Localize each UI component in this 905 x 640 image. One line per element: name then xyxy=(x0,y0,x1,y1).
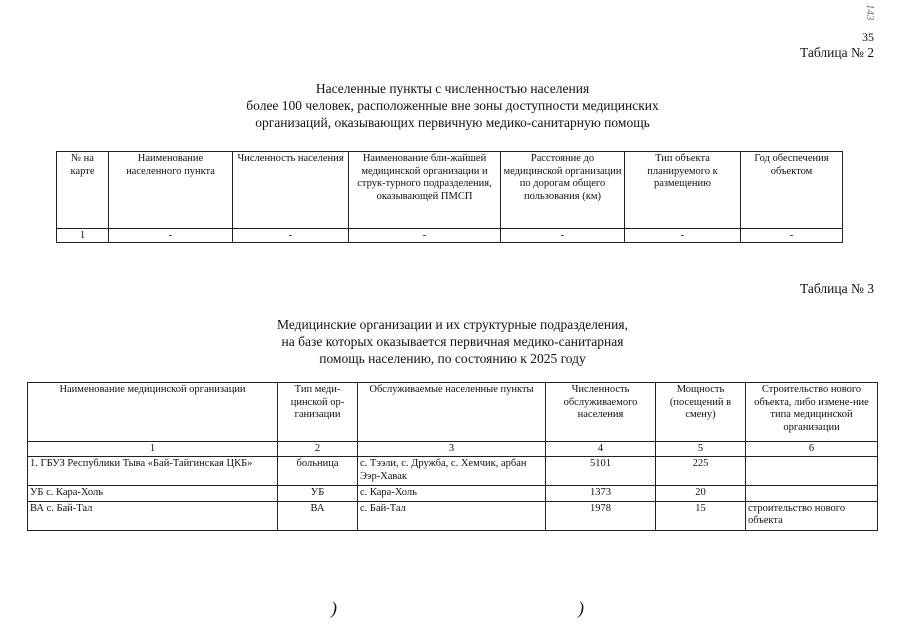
org-type: УБ xyxy=(278,486,358,502)
column-number: 3 xyxy=(358,442,546,457)
table3-header-row xyxy=(28,383,878,442)
table2-header-cell: Год обеспечения объектом xyxy=(741,152,843,229)
table2-header-cell: Расстояние до медицинской организации по дорогам общего пользования (км) xyxy=(501,152,625,229)
table2-label: Таблица № 2 xyxy=(800,45,874,60)
table2-cell: - xyxy=(109,229,233,243)
capacity: 15 xyxy=(656,501,746,530)
page-number: 35 xyxy=(862,30,874,44)
served-population: 5101 xyxy=(546,457,656,486)
capacity: 20 xyxy=(656,486,746,502)
served-settlements: с. Кара-Холь xyxy=(358,486,546,502)
table3-header-cell: Тип меди-цинской ор-ганизации xyxy=(278,383,358,442)
column-number: 2 xyxy=(278,442,358,457)
table2-header-cell: Наименование населенного пункта xyxy=(109,152,233,229)
table3-title-line: на базе которых оказывается первичная медико-санитарная xyxy=(281,334,624,349)
column-number: 4 xyxy=(546,442,656,457)
table2-header-cell: Наименование бли-жайшей медицинской организации и струк-турного подразделения, оказывающей ПМСП xyxy=(349,152,501,229)
table2-cell: 1 xyxy=(57,229,109,243)
handwritten-page-mark: 143 xyxy=(864,4,876,21)
org-type: ВА xyxy=(278,501,358,530)
table2-title-line: организаций, оказывающих первичную медико-санитарную помощь xyxy=(255,115,650,130)
table2-header-row xyxy=(57,152,843,229)
org-type: больница xyxy=(278,457,358,486)
table2-header-cell: № на карте xyxy=(57,152,109,229)
org-name: ВА с. Бай-Тал xyxy=(28,501,278,530)
capacity: 225 xyxy=(656,457,746,486)
table2 xyxy=(56,151,843,243)
construction-note xyxy=(746,457,878,486)
table2-title xyxy=(0,80,905,131)
table3-title xyxy=(0,316,905,367)
table-row xyxy=(28,486,878,502)
column-number: 5 xyxy=(656,442,746,457)
org-name: УБ с. Кара-Холь xyxy=(28,486,278,502)
table3-title-line: Медицинские организации и их структурные подразделения, xyxy=(277,317,628,332)
table3-header-cell: Обслуживаемые населенные пункты xyxy=(358,383,546,442)
table3-header-cell: Наименование медицинской организации xyxy=(28,383,278,442)
table3-header-cell: Численность обслуживаемого населения xyxy=(546,383,656,442)
table2-title-line: Населенные пункты с численностью населения xyxy=(315,81,590,96)
construction-note: строительство нового объекта xyxy=(746,501,878,530)
table3-column-numbers-row xyxy=(28,442,878,457)
table2-header-cell: Тип объекта планируемого к размещению xyxy=(625,152,741,229)
footer-mark: ) xyxy=(331,598,337,618)
table-row xyxy=(57,229,843,243)
table2-cell: - xyxy=(349,229,501,243)
table2-cell: - xyxy=(625,229,741,243)
column-number: 6 xyxy=(746,442,878,457)
table3-header-cell: Мощность (посещений в смену) xyxy=(656,383,746,442)
served-population: 1373 xyxy=(546,486,656,502)
table2-header-cell: Численность населения xyxy=(233,152,349,229)
table2-title-line: более 100 человек, расположенные вне зоны доступности медицинских xyxy=(246,98,659,113)
table3-label: Таблица № 3 xyxy=(800,281,874,296)
table-row xyxy=(28,457,878,486)
table3 xyxy=(27,382,878,531)
table-row xyxy=(28,501,878,530)
column-number: 1 xyxy=(28,442,278,457)
served-settlements: с. Тээли, с. Дружба, с. Хемчик, арбан Ээр-Хавак xyxy=(358,457,546,486)
served-settlements: с. Бай-Тал xyxy=(358,501,546,530)
table2-cell: - xyxy=(741,229,843,243)
table3-header-cell: Строительство нового объекта, либо измене-ние типа медицинской организации xyxy=(746,383,878,442)
served-population: 1978 xyxy=(546,501,656,530)
org-name: 1. ГБУЗ Республики Тыва «Бай-Тайгинская ЦКБ» xyxy=(28,457,278,486)
table2-cell: - xyxy=(233,229,349,243)
construction-note xyxy=(746,486,878,502)
table3-title-line: помощь населению, по состоянию к 2025 году xyxy=(319,351,586,366)
table2-cell: - xyxy=(501,229,625,243)
footer-mark: ) xyxy=(578,598,584,618)
